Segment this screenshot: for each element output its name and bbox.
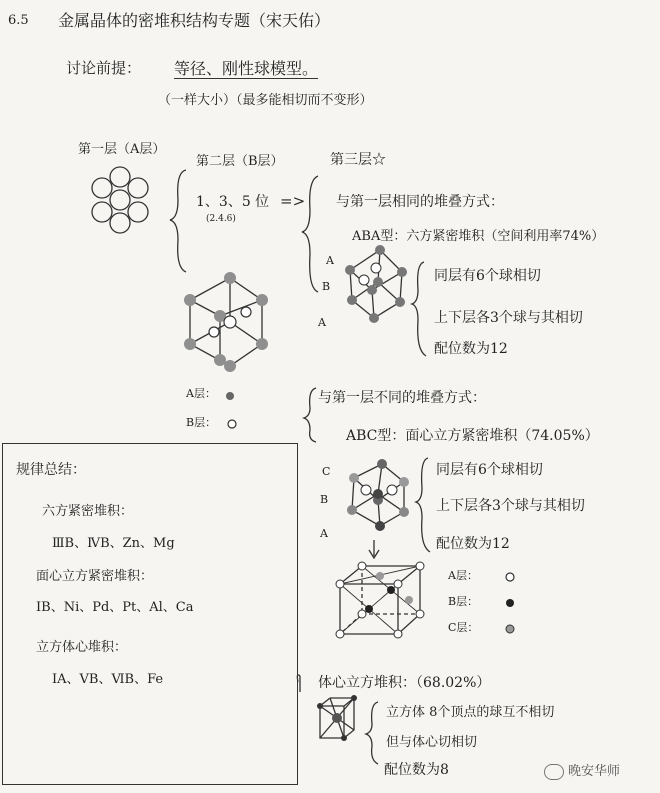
hcp-fact: 同层有6个球相切 xyxy=(434,268,541,284)
summary-item-head: 面心立方紧密堆积： xyxy=(36,569,154,584)
layer2-label: 第二层（B层） xyxy=(196,154,284,169)
hcp-legend-symbols xyxy=(226,392,236,428)
bcc-fact: 但与体心切相切 xyxy=(386,735,478,750)
brace xyxy=(304,388,316,442)
premise-label: 讨论前提： xyxy=(66,59,142,77)
brace xyxy=(366,702,378,764)
implies-arrow: => xyxy=(280,192,306,210)
brace xyxy=(302,176,318,292)
ccp-legend-label: C层： xyxy=(448,621,479,634)
hcp-layer-label: B xyxy=(322,280,331,293)
ccp-layer-label: A xyxy=(320,527,328,540)
summary-item-body: ⅢB、ⅣB、Zn、Mg xyxy=(52,536,175,551)
ccp-layer-label: C xyxy=(322,465,331,478)
brace xyxy=(170,170,186,272)
ccp-legend-symbols xyxy=(506,573,514,633)
ccp-legend-label: B层： xyxy=(448,595,479,608)
hcp-legend-label: A层： xyxy=(186,387,216,400)
hcp-fact: 配位数为12 xyxy=(434,341,508,357)
ccp-layer-atoms xyxy=(347,459,409,531)
hcp-layer-label: A xyxy=(326,254,334,267)
bcc-fact: 配位数为8 xyxy=(384,762,449,778)
hcp-layer-atoms xyxy=(345,245,407,323)
watermark-text: 晚安华师 xyxy=(568,764,621,779)
ccp-fact: 同层有6个球相切 xyxy=(436,462,543,478)
summary-item-head: 立方体心堆积： xyxy=(36,640,128,655)
layer2-positions-note: (2.4.6) xyxy=(206,214,236,224)
ccp-fact: 配位数为12 xyxy=(436,536,510,552)
hcp-atoms xyxy=(184,272,268,372)
summary-item-body: IB、Ni、Pd、Pt、Al、Ca xyxy=(36,600,194,615)
layer1-label: 第一层（A层） xyxy=(78,142,166,157)
ccp-fact: 上下层各3个球与其相切 xyxy=(436,498,585,514)
ccp-legend-label: A层： xyxy=(448,569,478,582)
layer2-positions: 1、3、5 位 xyxy=(196,194,270,210)
brace xyxy=(412,262,426,356)
hcp-fact: 上下层各3个球与其相切 xyxy=(434,310,583,326)
bcc-fact: 立方体 8个顶点的球互不相切 xyxy=(386,705,555,720)
layer-a-hex-cluster xyxy=(92,167,148,233)
hcp-legend-label: B层： xyxy=(186,416,217,429)
ccp-layer-label: B xyxy=(320,493,329,506)
hcp-layer-label: A xyxy=(318,316,326,329)
summary-item-head: 六方紧密堆积： xyxy=(42,504,134,519)
summary-item-body: IA、VB、ⅥB、Fe xyxy=(52,672,164,687)
page-title: 金属晶体的密堆积结构专题（宋天佑） xyxy=(58,11,331,30)
ccp-intro: 与第一层不同的堆叠方式： xyxy=(318,390,486,406)
section-number: 6.5 xyxy=(8,13,29,28)
down-arrow xyxy=(369,540,379,558)
hcp-type: ABA型：六方紧密堆积（空间利用率74%） xyxy=(352,229,605,244)
brace xyxy=(416,458,430,552)
hcp-intro: 与第一层相同的堆叠方式： xyxy=(336,194,504,210)
premise-value: 等径、刚性球模型。 xyxy=(174,59,319,78)
bcc-title: 体心立方堆积：（68.02%） xyxy=(318,675,491,691)
summary-title: 规律总结： xyxy=(16,462,86,478)
premise-note: （一样大小）（最多能相切而不变形） xyxy=(158,93,373,108)
layer3-label: 第三层☆ xyxy=(330,152,386,168)
ccp-type: ABC型：面心立方紧密堆积（74.05%） xyxy=(346,428,599,444)
